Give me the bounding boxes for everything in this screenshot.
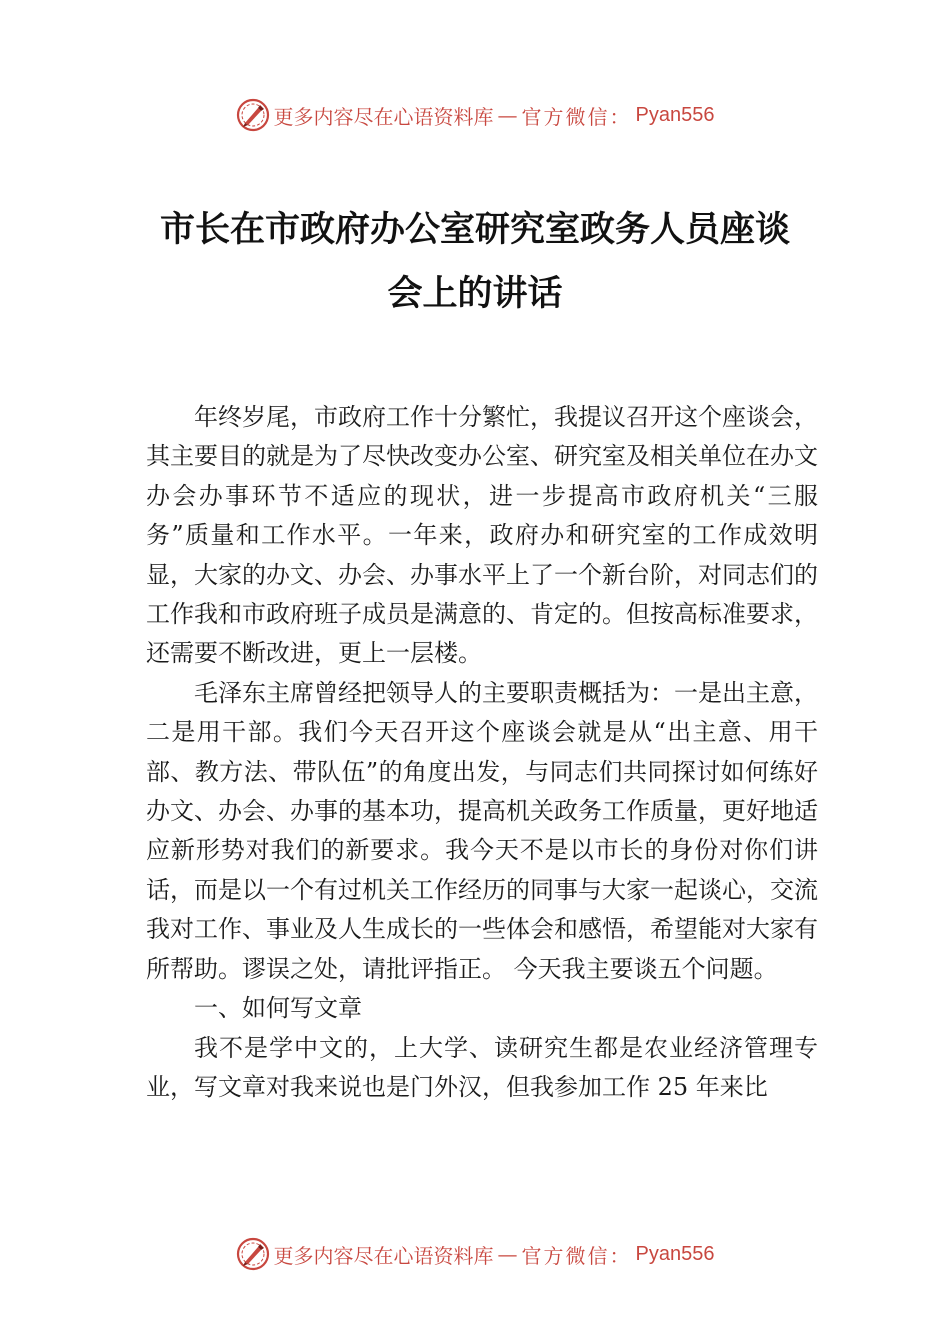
body-paragraph: 年终岁尾，市政府工作十分繁忙，我提议召开这个座谈会，其主要目的就是为了尽快改变办公室、研究室及相关单位在办文办会办事环节不适应的现状，进一步提高市政府机关“三服务”质量和工作水平。一年来，政府办和研究室的工作成效明显，大家的办文、办会、办事水平上了一个新台阶，对同志们的工作我和市政府班子成员是满意的、肯定的。但按高标准要求，还需要不断改进，更上一层楼。 [146,403,818,668]
footer-banner [0,1234,950,1274]
banner-promo-text: 更多内容尽在心语资料库 [273,1243,494,1268]
banner-wechat-label: 官方微信： [521,1243,632,1268]
banner-wechat-id: Pyan556 [635,1242,715,1265]
body-paragraph: 毛泽东主席曾经把领导人的主要职责概括为：一是出主意，二是用干部。我们今天召开这个座谈会就是从“出主意、用干部、教方法、带队伍”的角度出发，与同志们共同探讨如何练好办文、办会、办事的基本功，提高机关政务工作质量，更好地适应新形势对我们的新要求。我今天不是以市长的身份对你们讲话，而是以一个有过机关工作经历的同事与大家一起谈心，交流我对工作、事业及人生成长的一些体会和感悟，希望能对大家有所帮助。谬误之处，请批评指正。 今天我主要谈五个问题。 [146,678,818,983]
header-banner [0,95,950,135]
title-line-1: 市长在市政府办公室研究室政务人员座谈 [159,209,790,250]
banner-promo-text: 更多内容尽在心语资料库 [273,104,494,129]
document-body [146,398,818,1107]
section-heading: 一、如何写文章 [194,994,362,1023]
pen-logo-icon [236,1237,270,1271]
banner-dash: — [497,103,518,127]
document-title [0,198,950,326]
banner-dash: — [497,1242,518,1266]
banner-wechat-label: 官方微信： [521,104,632,129]
banner-wechat-id: Pyan556 [635,103,715,126]
pen-logo-icon [236,98,270,132]
title-line-2: 会上的讲话 [387,273,563,314]
body-paragraph: 我不是学中文的，上大学、读研究生都是农业经济管理专业，写文章对我来说也是门外汉，但我参加工作 25 年来比 [146,1033,818,1101]
